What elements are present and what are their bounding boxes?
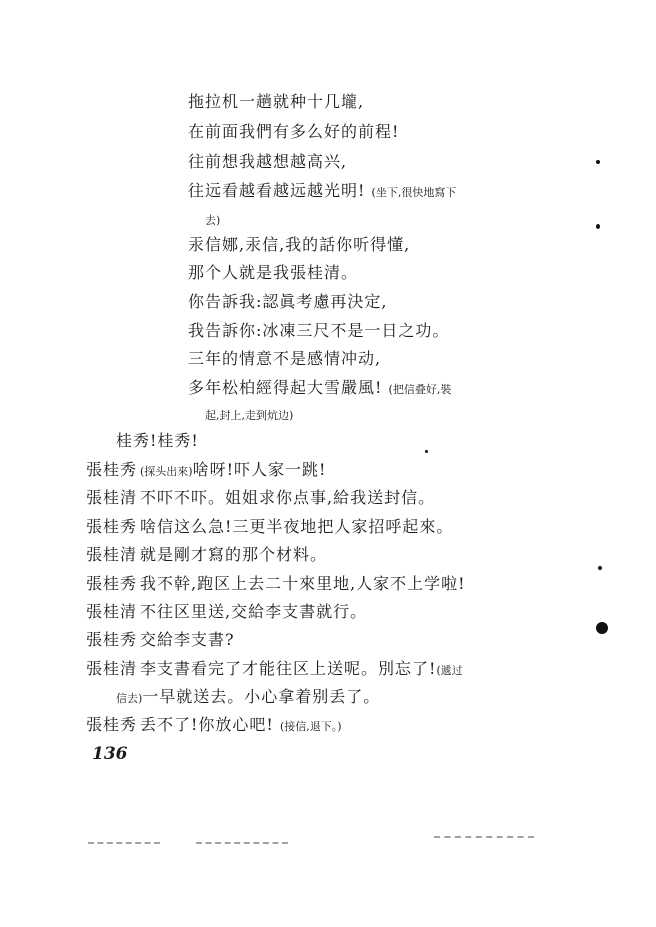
page-number: 136 (92, 744, 128, 764)
call-line: 桂秀!桂秀! (116, 431, 199, 450)
verse-line: 汞信娜,汞信,我的話你听得懂, (188, 235, 411, 254)
verse-line: 那个人就是我張桂清。 (188, 263, 359, 282)
scan-line (88, 842, 160, 844)
dialogue-line: 張桂秀 我不幹,跑区上去二十來里地,人家不上学啦! (86, 574, 466, 593)
stage-direction: 去) (205, 214, 221, 227)
verse-line: 在前面我們有多么好的前程! (188, 122, 400, 141)
verse-line: 拖拉机一趟就种十几壠, (188, 92, 365, 111)
stage-direction: (把信叠好,裝 (388, 383, 452, 396)
dialogue-line: 張桂清 不吓不吓。姐姐求你点事,給我送封信。 (86, 488, 436, 507)
verse-line: 往前想我越想越高兴, (188, 152, 348, 171)
verse-line: 我告訴你:冰凍三尺不是一日之功。 (188, 321, 450, 340)
stage-direction: (坐下,很快地寫下 (371, 186, 457, 199)
scan-speck (596, 224, 600, 229)
dialogue-line: 張桂清 不往区里送,交給李支書就行。 (86, 602, 368, 621)
speaker-name: 張桂秀 (86, 517, 138, 536)
verse-line: 你告訴我:認眞考慮再決定, (188, 292, 388, 311)
dialogue-line: 張桂秀 (探头出來)啥呀!吓人家一跳! (86, 460, 327, 479)
scan-line (434, 836, 534, 838)
speaker-name: 張桂清 (86, 659, 138, 678)
verse-line: 往远看越看越远越光明! (坐下,很快地寫下 (188, 181, 457, 200)
verse-line (205, 209, 220, 231)
stage-direction: (接信,退下。) (279, 720, 342, 733)
scan-speck (598, 566, 602, 570)
scan-speck (596, 622, 608, 634)
verse-line (205, 404, 293, 426)
dialogue-line: 信去)一早就送去。小心拿着别丢了。 (116, 687, 381, 706)
stage-direction: 起,封上,走到炕边) (205, 409, 294, 422)
scan-speck (596, 160, 600, 164)
dialogue-line: 張桂清 就是剛才寫的那个材料。 (86, 545, 328, 564)
stage-direction: (探头出來) (140, 465, 193, 478)
speaker-name: 張桂清 (86, 488, 138, 507)
dialogue-line: 張桂秀 丢不了!你放心吧! (接信,退下。) (86, 715, 342, 734)
verse-line: 多年松柏經得起大雪嚴風! (把信叠好,裝 (188, 378, 452, 397)
speaker-name: 張桂秀 (86, 460, 138, 479)
speaker-name: 張桂秀 (86, 715, 138, 734)
stage-direction: (遞过 (436, 664, 463, 677)
scan-speck (425, 450, 428, 453)
verse-line: 三年的情意不是感情冲动, (188, 349, 382, 368)
speaker-name: 張桂清 (86, 602, 138, 621)
speaker-name: 張桂清 (86, 545, 138, 564)
scan-line (196, 842, 288, 844)
dialogue-line: 張桂清 李支書看完了才能往区上送呢。別忘了!(遞过 (86, 659, 463, 678)
speaker-name: 張桂秀 (86, 574, 138, 593)
dialogue-line: 張桂秀 啥信这么急!三更半夜地把人家招呼起來。 (86, 517, 454, 536)
dialogue-line: 張桂秀 交給李支書? (86, 630, 235, 649)
stage-direction: 信去) (116, 692, 143, 705)
speaker-name: 張桂秀 (86, 630, 138, 649)
